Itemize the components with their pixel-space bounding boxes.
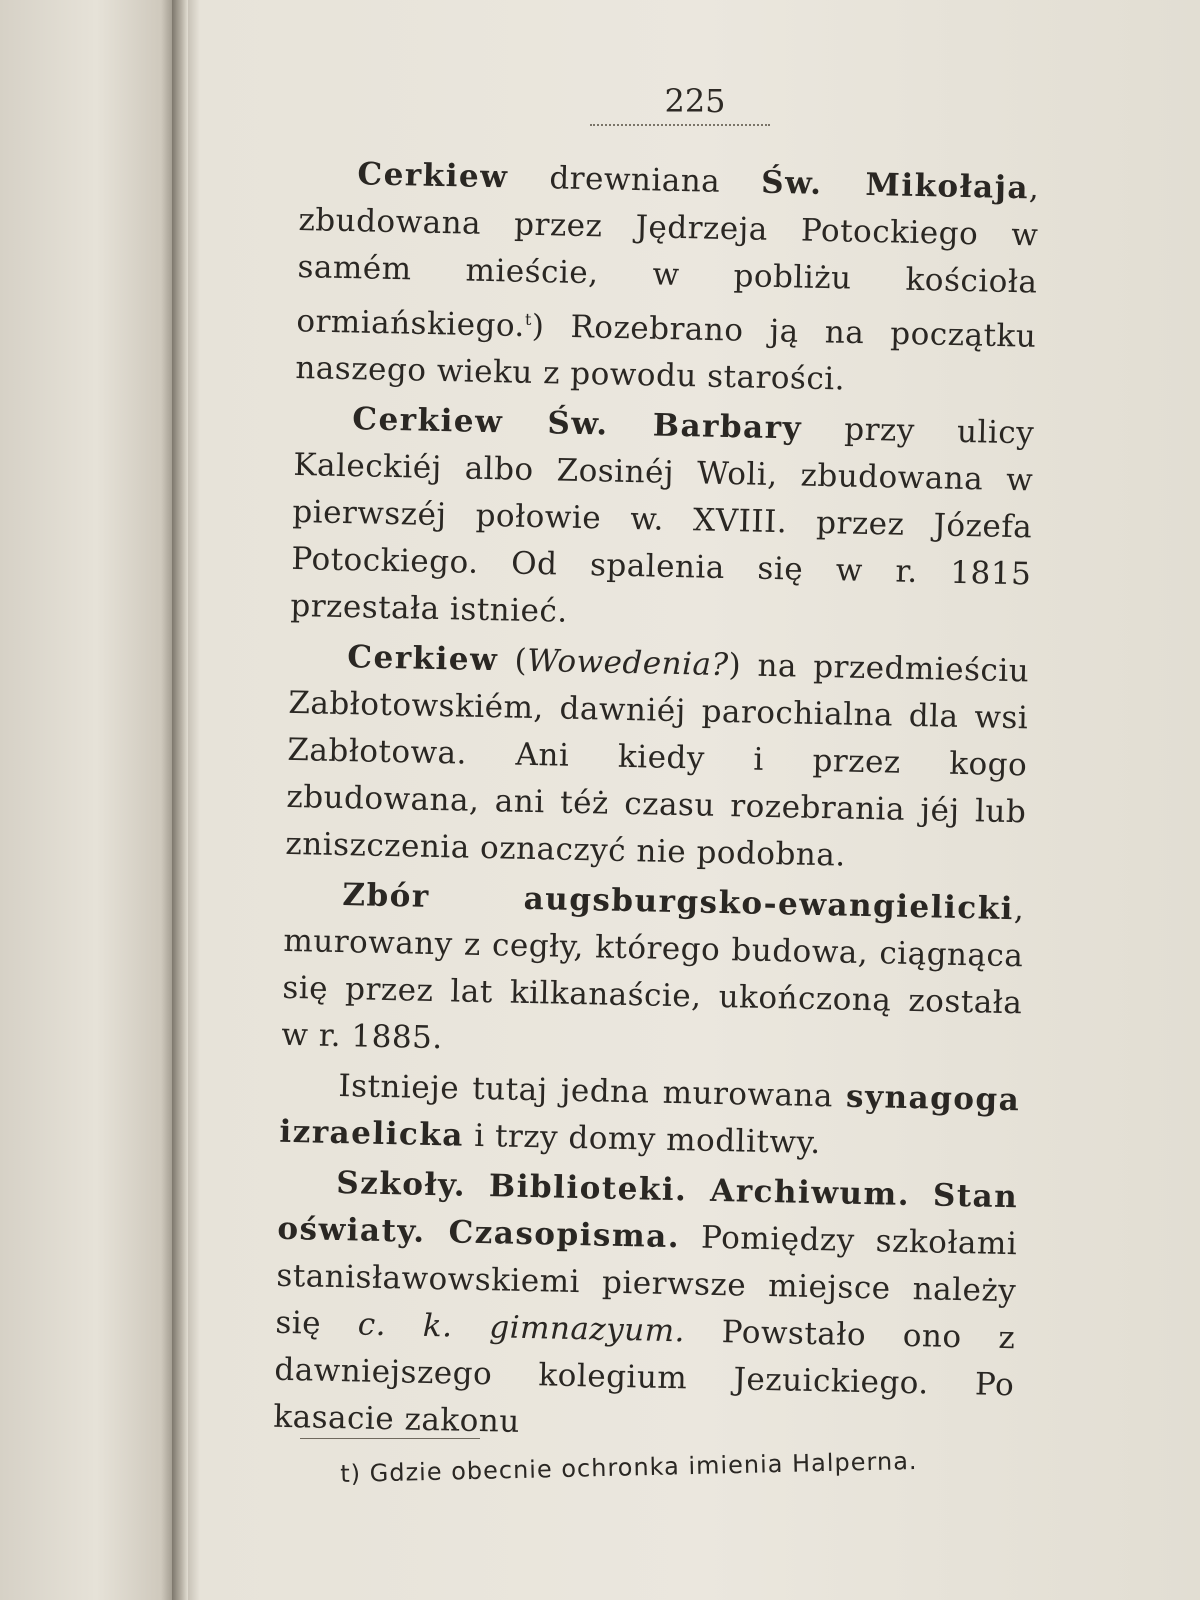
paragraph-wowedenia: Cerkiew (Wowedenia?) na przedmieściu Zabłotowskiém, dawniéj parochialna dla wsi Zabłotowa. Ani kiedy i przez kogo zbudowana, ani téż czasu rozebrania jéj lub zniszczenia oznaczyć nie podobna. (285, 639, 1030, 874)
paragraph-zbor: Zbór augsburgsko-ewangielicki, murowany z cegły, którego budowa, ciągnąca się przez lat kilkanaście, ukończoną została w r. 1885. (281, 877, 1025, 1057)
page-number: 225 (664, 82, 726, 120)
paragraph-synagoga: Istnieje tutaj jedna murowana synagoga izraelicka i trzy domy modlitwy. (279, 1068, 1021, 1162)
heading-synagoga: synagoga izraelicka (279, 1078, 1021, 1154)
italic-gimnazyum: c. k. gimnazyum. (357, 1306, 686, 1350)
heading-cerkiew-wowedenia: Cerkiew (347, 639, 499, 679)
italic-wowedenia: Wowedenia? (526, 643, 729, 684)
paragraph-st-barbara: Cerkiew Św. Barbary przy ulicy Kaleckiéj albo Zosinéj Woli, zbudowana w pierwszéj połowie w. XVIII. przez Józefa Potockiego. Od spalenia się w r. 1815 przestała istnieć. (290, 401, 1035, 631)
footnote-marker: t (524, 309, 533, 329)
heading-cerkiew: Cerkiew (357, 156, 509, 196)
paragraph-szkoly: Szkoły. Biblioteki. Archiwum. Stan oświaty. Czasopisma. Pomiędzy szkołami stanisławowskiemi pierwsze miejsce należy się c. k. gimnazyum. Powstało ono z dawniejszego kolegium Jezuickiego. Po kasacie zakonu (273, 1165, 1019, 1441)
left-page-edge (0, 0, 175, 1600)
heading-szkoly: Szkoły. Biblioteki. Archiwum. Stan oświaty. Czasopisma. (277, 1165, 1019, 1256)
header-rule (590, 124, 770, 126)
footnote: t) Gdzie obecnie ochronka imienia Halperna. (340, 1446, 918, 1488)
heading-st-nicholas: Św. Mikołaja (760, 164, 1030, 207)
book-gutter (172, 0, 188, 1600)
footnote-rule (300, 1438, 480, 1439)
heading-zbor: Zbór augsburgsko-ewangielicki (342, 877, 1015, 928)
paragraph-st-nicholas: Cerkiew drewniana Św. Mikołaja, zbudowana przez Jędrzeja Potockiego w samém mieście, w pobliżu kościoła ormiańskiego.$^t$) Rozebrano ją na początku naszego wieku z powodu starości. (295, 156, 1040, 398)
body-text (273, 150, 1040, 1460)
heading-st-barbara: Cerkiew Św. Barbary (351, 401, 803, 447)
